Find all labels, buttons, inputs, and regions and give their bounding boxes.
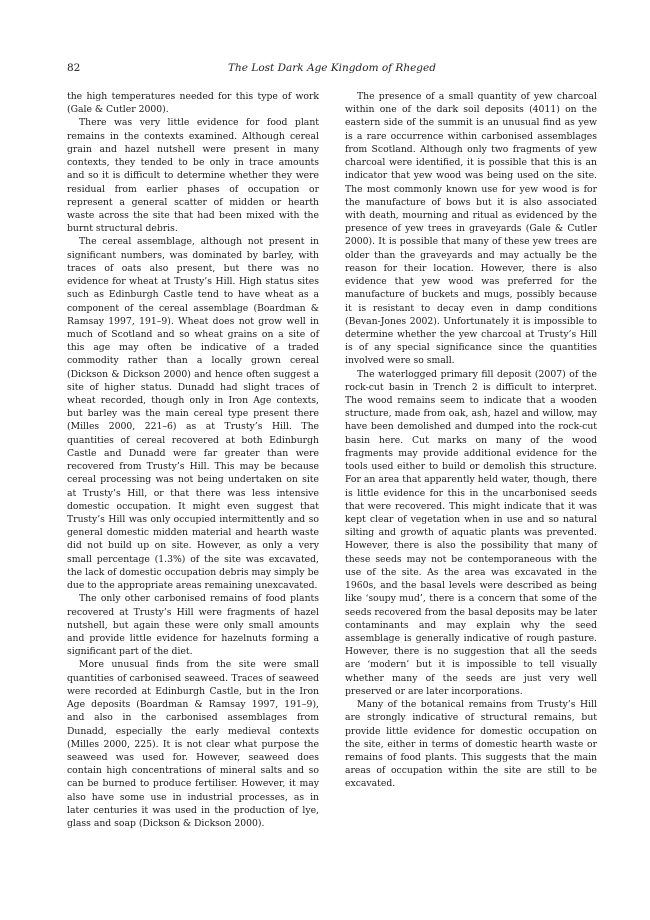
paragraph: Many of the botanical remains from Trusty’s Hill are strongly indicative of structural remains, but provide little evidence for domestic occupation on the site, either in terms of domestic hearth waste or remains of food plants. This suggests that the main areas of occupation within the site are still to be excavated. xyxy=(345,699,597,790)
paragraph: The cereal assemblage, although not present in significant numbers, was dominated by barley, with traces of oats also present, but there was no evidence for wheat at Trusty’s Hill. High status sites such as Edinburgh Castle tend to have wheat as a component of the cereal assemblage (Boardman & Ramsay 1997, 191–9). Wheat does not grow well in much of Scotland and so wheat grains on a site of this age may often be indicative of a traded commodity rather than a locally grown cereal (Dickson & Dickson 2000) and hence often suggest a site of higher status. Dunadd had slight traces of wheat recorded, though only in Iron Age contexts, but barley was the main cereal type present there (Milles 2000, 221–6) as at Trusty’s Hill. The quantities of cereal recovered at both Edinburgh Castle and Dunadd were far greater than were recovered from Trusty’s Hill. This may be because cereal processing was not being undertaken on site at Trusty’s Hill, or that there was less intensive domestic occupation. It might even suggest that Trusty’s Hill was only occupied intermittently and so general domestic midden material and hearth waste did not build up on site. However, as only a very small percentage (1.3%) of the site was excavated, the lack of domestic occupation debris may simply be due to the appropriate areas remaining unexcavated. xyxy=(67,236,319,592)
right-column xyxy=(345,90,597,791)
page-number: 82 xyxy=(67,62,81,74)
paragraph: the high temperatures needed for this type of work (Gale & Cutler 2000). xyxy=(67,91,319,116)
paragraph: The presence of a small quantity of yew charcoal within one of the dark soil deposits (4011) on the eastern side of the summit is an unusual find as yew is a rare occurrence within carbonised assemblages from Scotland. Although only two fragments of yew charcoal were identified, it is possible that this is an indicator that yew wood was being used on the site. The most commonly known use for yew wood is for the manufacture of bows but it is also associated with death, mourning and ritual as evidenced by the presence of yew trees in graveyards (Gale & Cutler 2000). It is possible that many of these yew trees are older than the graveyards and may actually be the reason for their location. However, there is also evidence that yew wood was preferred for the manufacture of buckets and mugs, possibly because it is resistant to decay even in damp conditions (Bevan-Jones 2002). Unfortunately it is impossible to determine whether the yew charcoal at Trusty’s Hill is of any special significance since the quantities involved were so small. xyxy=(345,91,597,367)
page-header xyxy=(67,62,597,78)
paragraph: The only other carbonised remains of food plants recovered at Trusty’s Hill were fragments of hazel nutshell, but again these were only small amounts and provide little evidence for hazelnuts forming a significant part of the diet. xyxy=(67,593,319,658)
paragraph: The waterlogged primary fill deposit (2007) of the rock-cut basin in Trench 2 is difficult to interpret. The wood remains seem to indicate that a wooden structure, made from oak, ash, hazel and willow, may have been demolished and dumped into the rock-cut basin here. Cut marks on many of the wood fragments may provide additional evidence for the tools used either to build or demolish this structure. For an area that apparently held water, though, there is little evidence for this in the uncarbonised seeds that were recovered. This might indicate that it was kept clear of vegetation when in use and so natural silting and growth of aquatic plants was prevented. However, there is also the possibility that many of these seeds may not be contemporaneous with the use of the site. As the area was excavated in the 1960s, and the basal levels were described as being like ‘soupy mud’, there is a concern that some of the seeds recovered from the basal deposits may be later contaminants and may explain why the seed assemblage is generally indicative of rough pasture. However, there is no suggestion that all the seeds are ‘modern’ but it is impossible to tell visually whether many of the seeds are just very well preserved or are later incorporations. xyxy=(345,368,597,697)
left-column xyxy=(67,90,319,830)
paragraph: More unusual finds from the site were small quantities of carbonised seaweed. Traces of seaweed were recorded at Edinburgh Castle, but in the Iron Age deposits (Boardman & Ramsay 1997, 191–9), and also in the carbonised assemblages from Dunadd, especially the early medieval contexts (Milles 2000, 225). It is not clear what purpose the seaweed was used for. However, seaweed does contain high concentrations of mineral salts and so can be burned to produce fertiliser. However, it may also have some use in industrial processes, as in later centuries it was used in the production of lye, glass and soap (Dickson & Dickson 2000). xyxy=(67,659,319,830)
paragraph: There was very little evidence for food plant remains in the contexts examined. Although cereal grain and hazel nutshell were present in many contexts, they tended to be only in trace amounts and so it is difficult to determine whether they were residual from earlier phases of occupation or represent a general scatter of midden or hearth waste across the site that had been mixed with the burnt structural debris. xyxy=(67,117,319,235)
running-title: The Lost Dark Age Kingdom of Rheged xyxy=(228,62,436,74)
